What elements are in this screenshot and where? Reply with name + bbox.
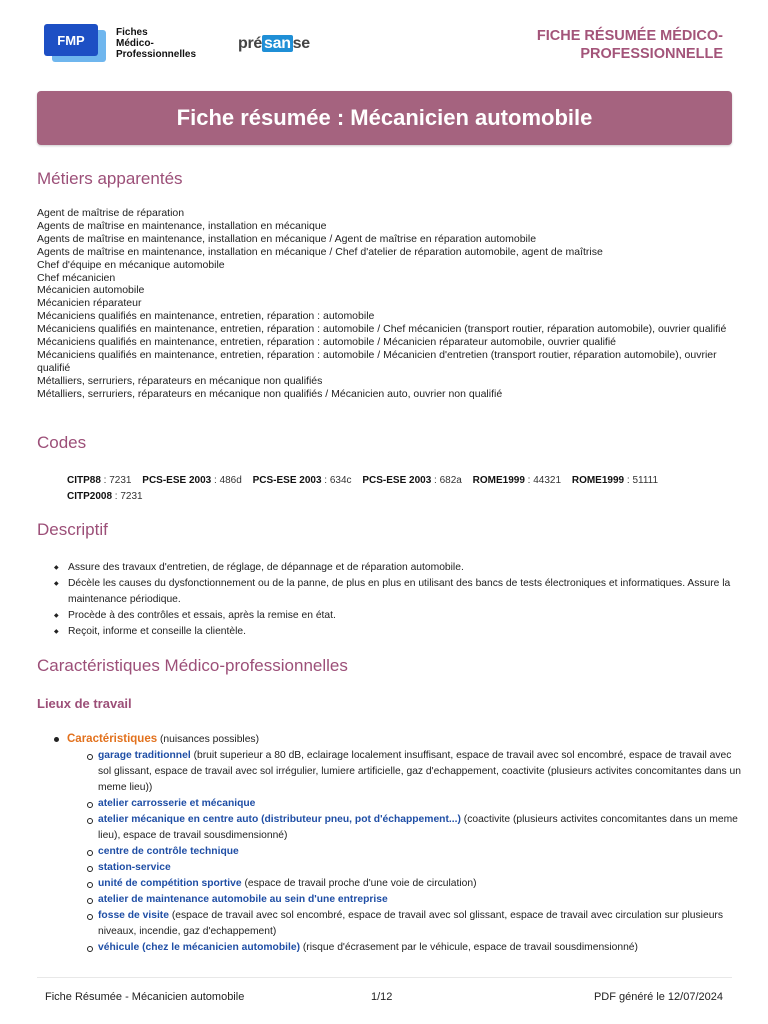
code-value: 486d — [219, 475, 242, 486]
presanse-mid: san — [264, 35, 291, 52]
places-list — [85, 748, 742, 956]
metier-item: Agents de maîtrise en maintenance, installation en mécanique / Agent de maîtrise en réparation automobile — [37, 232, 537, 245]
lieux-list — [52, 731, 742, 956]
fmp-logo-icon — [44, 24, 106, 62]
code-value: 44321 — [533, 475, 562, 486]
descriptif-item: ◆ Décèle les causes du dysfonctionnement ou de la panne, de plus en plus en utilisant des bancs de tests électroniques et informatiques. Assure la maintenance périodique. — [54, 576, 734, 608]
code-label: ROME1999 — [571, 475, 625, 486]
presanse-logo — [238, 35, 310, 53]
caracteristiques-label: Caractéristiques — [67, 733, 158, 745]
fmp-line-1: Fiches — [116, 27, 148, 38]
place-name: véhicule (chez le mécanicien automobile) — [98, 942, 300, 953]
code-value: 682a — [439, 475, 462, 486]
place-name: atelier de maintenance automobile au sein d'une entreprise — [98, 894, 388, 905]
descriptif-item: ◆ Reçoit, informe et conseille la clientèle. — [54, 624, 734, 640]
fmp-line-3: Professionnelles — [116, 49, 197, 60]
place-name: centre de contrôle technique — [98, 846, 239, 857]
page-header — [0, 0, 768, 90]
footer-generated-date: PDF généré le 12/07/2024 — [593, 991, 723, 1003]
place-detail: (espace de travail proche d'une voie de circulation) — [244, 878, 477, 889]
codes-list — [67, 473, 747, 505]
place-item — [85, 844, 742, 860]
metier-item: Mécaniciens qualifiés en maintenance, entretien, réparation : automobile / Mécanicien réparateur automobile, ouvrier qualifié — [37, 336, 616, 349]
document-type-line-1: FICHE RÉSUMÉE MÉDICO- — [536, 28, 723, 44]
place-name: atelier carrosserie et mécanique — [98, 798, 256, 809]
metier-item: Mécaniciens qualifiés en maintenance, entretien, réparation : automobile / Chef mécanicien (transport routier, réparation automobile), ouvrier qualifié — [37, 323, 727, 336]
metier-item: Chef mécanicien — [37, 271, 116, 284]
footer-divider — [37, 977, 732, 978]
code-item: PCS-ESE 2003 : 682a — [362, 475, 462, 486]
metier-item: Métalliers, serruriers, réparateurs en mécanique non qualifiés / Mécanicien auto, ouvrier non qualifié — [37, 387, 503, 400]
place-name: station-service — [98, 862, 171, 873]
codes-heading: Codes — [37, 433, 87, 452]
metiers-list — [37, 207, 737, 401]
metier-item: Agents de maîtrise en maintenance, installation en mécanique / Chef d'atelier de réparation automobile, agent de maîtrise — [37, 245, 603, 258]
place-item — [85, 748, 742, 796]
presanse-pre: pré — [238, 35, 262, 52]
code-label: ROME1999 — [472, 475, 525, 486]
metier-item: Agents de maîtrise en maintenance, installation en mécanique — [37, 219, 327, 232]
place-detail: (bruit superieur a 80 dB, eclairage localement insuffisant, espace de travail avec sol encombré, espace de travail avec sol glissant, espace de travail avec sol irrégulier, lumiere artificielle, gaz d'echappement, coactivite (plusieurs activites concomitantes dans un meme lieu)) — [98, 750, 741, 793]
place-detail: (risque d'écrasement par le véhicule, espace de travail sousdimensionné) — [302, 942, 638, 953]
caracteristiques-note: (nuisances possibles) — [160, 734, 260, 745]
code-item: CITP2008 : 7231 — [67, 491, 143, 502]
metier-item: Mécaniciens qualifiés en maintenance, entretien, réparation : automobile / Mécanicien d'entretien (transport routier, réparation automobile), ouvrier qualifié — [37, 348, 717, 374]
lieux-heading: Lieux de travail — [37, 696, 132, 711]
metier-item: Métalliers, serruriers, réparateurs en mécanique non qualifiés — [37, 374, 323, 387]
footer-title: Fiche Résumée - Mécanicien automobile — [45, 991, 245, 1003]
document-type-line-2: PROFESSIONNELLE — [580, 46, 723, 62]
code-item: ROME1999 : 44321 — [472, 475, 562, 486]
code-item: CITP88 : 7231 — [67, 475, 132, 486]
place-item — [85, 908, 742, 940]
caracteristiques-item — [52, 731, 742, 956]
descriptif-list — [54, 560, 734, 640]
place-item — [85, 812, 742, 844]
place-item — [85, 940, 742, 956]
place-name: unité de compétition sportive — [98, 878, 242, 889]
code-value: 7231 — [109, 475, 132, 486]
metier-item: Chef d'équipe en mécanique automobile — [37, 258, 225, 271]
code-value: 7231 — [120, 491, 143, 502]
code-label: CITP2008 — [67, 491, 113, 502]
place-item — [85, 796, 742, 812]
code-value: 51111 — [632, 475, 659, 486]
place-name: garage traditionnel — [98, 750, 191, 761]
fmp-logo-text: FMP — [57, 33, 85, 48]
presanse-post: se — [292, 35, 310, 52]
metiers-heading: Métiers apparentés — [37, 169, 183, 188]
descriptif-item: ◆ Assure des travaux d'entretien, de réglage, de dépannage et de réparation automobile. — [54, 560, 734, 576]
document-type — [463, 27, 723, 63]
footer-page-number: 1/12 — [371, 991, 393, 1003]
place-item — [85, 860, 742, 876]
metier-item: Agent de maîtrise de réparation — [37, 207, 185, 219]
code-value: 634c — [329, 475, 352, 486]
code-item: PCS-ESE 2003 : 486d — [142, 475, 242, 486]
place-detail: (coactivite (plusieurs activites concomitantes dans un meme lieu), espace de travail sousdimensionné) — [98, 814, 738, 841]
metier-item: Mécaniciens qualifiés en maintenance, entretien, réparation : automobile — [37, 310, 375, 323]
code-label: PCS-ESE 2003 — [142, 475, 212, 486]
fmp-line-2: Médico- — [116, 38, 154, 49]
code-item: PCS-ESE 2003 : 634c — [252, 475, 352, 486]
code-item: ROME1999 : 51111 — [571, 475, 659, 486]
fmp-brand-text — [116, 27, 196, 60]
descriptif-heading: Descriptif — [37, 520, 108, 539]
code-label: PCS-ESE 2003 — [252, 475, 322, 486]
metier-item: Mécanicien automobile — [37, 284, 145, 297]
place-detail: (espace de travail avec sol encombré, espace de travail avec sol glissant, espace de travail avec circulation sur plusieurs niveaux, incendie, gaz d'echappement) — [98, 910, 724, 937]
place-item — [85, 892, 742, 908]
place-name: fosse de visite — [98, 910, 169, 921]
code-label: CITP88 — [67, 475, 101, 486]
metier-item: Mécanicien réparateur — [37, 297, 142, 310]
descriptif-item: ◆ Procède à des contrôles et essais, après la remise en état. — [54, 608, 734, 624]
place-item — [85, 876, 742, 892]
carac-heading: Caractéristiques Médico-professionnelles — [37, 656, 348, 675]
code-label: PCS-ESE 2003 — [362, 475, 432, 486]
page-title: Fiche résumée : Mécanicien automobile — [37, 91, 732, 145]
place-name: atelier mécanique en centre auto (distributeur pneu, pot d'échappement...) — [98, 814, 461, 825]
